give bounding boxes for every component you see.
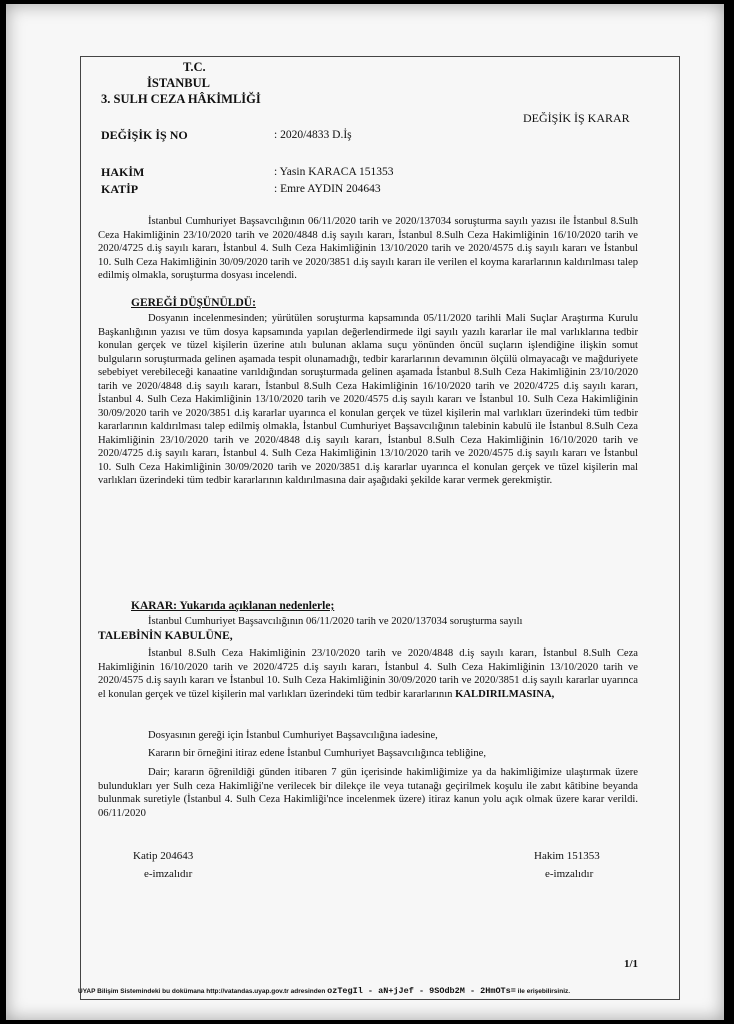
intro-paragraph: İstanbul Cumhuriyet Başsavcılığının 06/11/2020 tarih ve 2020/137034 soruşturma sayılı yazısı ile İstanbul 8.Sulh Ceza Hakimliğinin 23/10/2020 tarih ve 2020/4848 d.iş sayılı kararı, İstanbul 8.Sulh Ceza Hakimliğinin 16/10/2020 tarih ve 2020/4725 d.iş sayılı kararı, İstanbul 4. Sulh Ceza Hakimliğinin 13/10/2020 tarih ve 2020/4575 d.iş sayılı kararı ve İstanbul 10. Sulh Ceza Hakimliğinin 30/09/2020 tarih ve 2020/3851 d.iş sayılı kararı ile verilen el koyma kararlarının kaldırılması talep edilmiş olmakla, soruşturma dosyası incelendi. <box>98 216 638 281</box>
clerk-label: KATİP <box>101 182 139 196</box>
acceptance-text: TALEBİNİN KABULÜNE, <box>98 630 233 642</box>
city-header: İSTANBUL <box>147 76 210 90</box>
clerk-value: : Emre AYDIN 204643 <box>274 183 381 195</box>
page-number: 1/1 <box>624 958 639 970</box>
decision-item-1: İstanbul Cumhuriyet Başsavcılığının 06/11/2020 tarih ve 2020/137034 soruşturma sayılı <box>148 616 523 627</box>
decision-item-3: Dosyasının gereği için İstanbul Cumhuriyet Başsavcılığına iadesine, <box>148 730 438 741</box>
footer-prefix: UYAP Bilişim Sistemindeki bu dokümana http://vatandas.uyap.gov.tr adresinden <box>78 988 326 995</box>
document-type: DEĞİŞİK İŞ KARAR <box>523 111 630 125</box>
judge-value: : Yasin KARACA 151353 <box>274 166 394 178</box>
document-page <box>6 4 724 1020</box>
clerk-signature-title: Katip 204643 <box>133 850 194 862</box>
reasoning-heading: GEREĞİ DÜŞÜNÜLDÜ: <box>131 297 256 309</box>
country-header: T.C. <box>183 60 206 74</box>
case-number-value: : 2020/4833 D.İş <box>274 129 352 141</box>
judge-label: HAKİM <box>101 165 145 179</box>
document-access-code: ozTegIl - aN+jJef - 9SOdb2M - 2HmOTs= <box>327 986 516 996</box>
uyap-footer <box>78 986 668 996</box>
decision-item-5: Dair; kararın öğrenildiği günden itibaren 7 gün içerisinde hakimliğimize ya da hakimliğimize ulaştırmak üzere bulundukları yer Sulh ceza Hakimliği'ne verilecek bir dilekçe ile veya tutanağı geçirilmek koşulu ile zabıt kâtibine beyanda bulunmak suretiyle (İstanbul 4. Sulh Ceza Hakimliği'nce incelenmek üzere) itiraz kanun yolu açık olmak üzere karar verildi. 06/11/2020 <box>98 767 638 819</box>
clerk-e-signature: e-imzalıdır <box>144 868 193 880</box>
judge-signature-title: Hakim 151353 <box>534 850 600 862</box>
court-header: 3. SULH CEZA HÂKİMLİĞİ <box>101 92 261 106</box>
decision-heading: KARAR: Yukarıda açıklanan nedenlerle; <box>131 600 335 612</box>
case-number-label: DEĞİŞİK İŞ NO <box>101 128 188 142</box>
removal-text: KALDIRILMASINA, <box>455 688 555 700</box>
footer-suffix: ile erişebilirsiniz. <box>517 988 571 995</box>
decision-item-2-text: İstanbul 8.Sulh Ceza Hakimliğinin 23/10/2020 tarih ve 2020/4848 d.iş sayılı kararı, İstanbul 8.Sulh Ceza Hakimliğinin 16/10/2020 tarih ve 2020/4725 d.iş sayılı kararı, İstanbul 4. Sulh Ceza Hakimliğinin 13/10/2020 tarih ve 2020/4575 d.iş sayılı kararı ve İstanbul 10. Sulh Ceza Hakimliğinin 30/09/2020 tarih ve 2020/3851 d.iş sayılı kararlar uyarınca el konulan gerçek ve tüzel kişilerin mal varlıkları üzerindeki tüm tedbir kararlarının <box>98 648 638 700</box>
reasoning-paragraph: Dosyanın incelenmesinden; yürütülen soruşturma kapsamında 05/11/2020 tarihli Mali Suçlar Araştırma Kurulu Başkanlığının yazısı ve tüm dosya kapsamında yapılan değerlendirmede ilgi sayılı yazılı kararlar ile mal varlıklarına tedbir konulan gerçek ve tüzel kişilerin üzerine atılı bulunan aklama suçu yönünden öncül suçların işlendiğine ilişkin somut bulguların soruşturmada gelinen aşamada tespit olunamadığı, tedbir kararlarının devamının ölçülü olmayacağı ve mağduriyete sebebiyet verebileceği kanaatine varıldığından soruşturmada gelinen aşamada İstanbul 8.Sulh Ceza Hakimliğinin 23/10/2020 tarih ve 2020/4848 d.iş sayılı kararı, İstanbul 8.Sulh Ceza Hakimliğinin 16/10/2020 tarih ve 2020/4725 d.iş sayılı kararı, İstanbul 4. Sulh Ceza Hakimliğinin 13/10/2020 tarih ve 2020/4575 d.iş sayılı kararı ve İstanbul 10. Sulh Ceza Hakimliğinin 30/09/2020 tarih ve 2020/3851 d.iş kararlar uyarınca el konulan gerçek ve tüzel kişilerin mal varlıkları üzerindeki tüm tedbir kararlarının kaldırılması talep edilmiş olmakla, İstanbul Cumhuriyet Başsavcılığının talebinin kabulü ile İstanbul 8.Sulh Ceza Hakimliğinin 23/10/2020 tarih ve 2020/4848 d.iş sayılı kararı, İstanbul 8.Sulh Ceza Hakimliğinin 16/10/2020 tarih ve 2020/4725 d.iş sayılı kararı, İstanbul 4. Sulh Ceza Hakimliğinin 13/10/2020 tarih ve 2020/4575 d.iş sayılı kararı ve İstanbul 10. Sulh Ceza Hakimliğinin 30/09/2020 tarih ve 2020/3851 d.iş kararlar uyarınca el konulan gerçek ve tüzel kişilerin mal varlıkları üzerindeki tüm tedbir kararlarının kaldırılmasına dair aşağıdaki şekilde karar vermek gerekmiştir. <box>98 313 638 486</box>
judge-e-signature: e-imzalıdır <box>545 868 594 880</box>
decision-item-2 <box>98 647 638 701</box>
decision-item-4: Kararın bir örneğini itiraz edene İstanbul Cumhuriyet Başsavcılığınca tebliğine, <box>148 748 487 759</box>
